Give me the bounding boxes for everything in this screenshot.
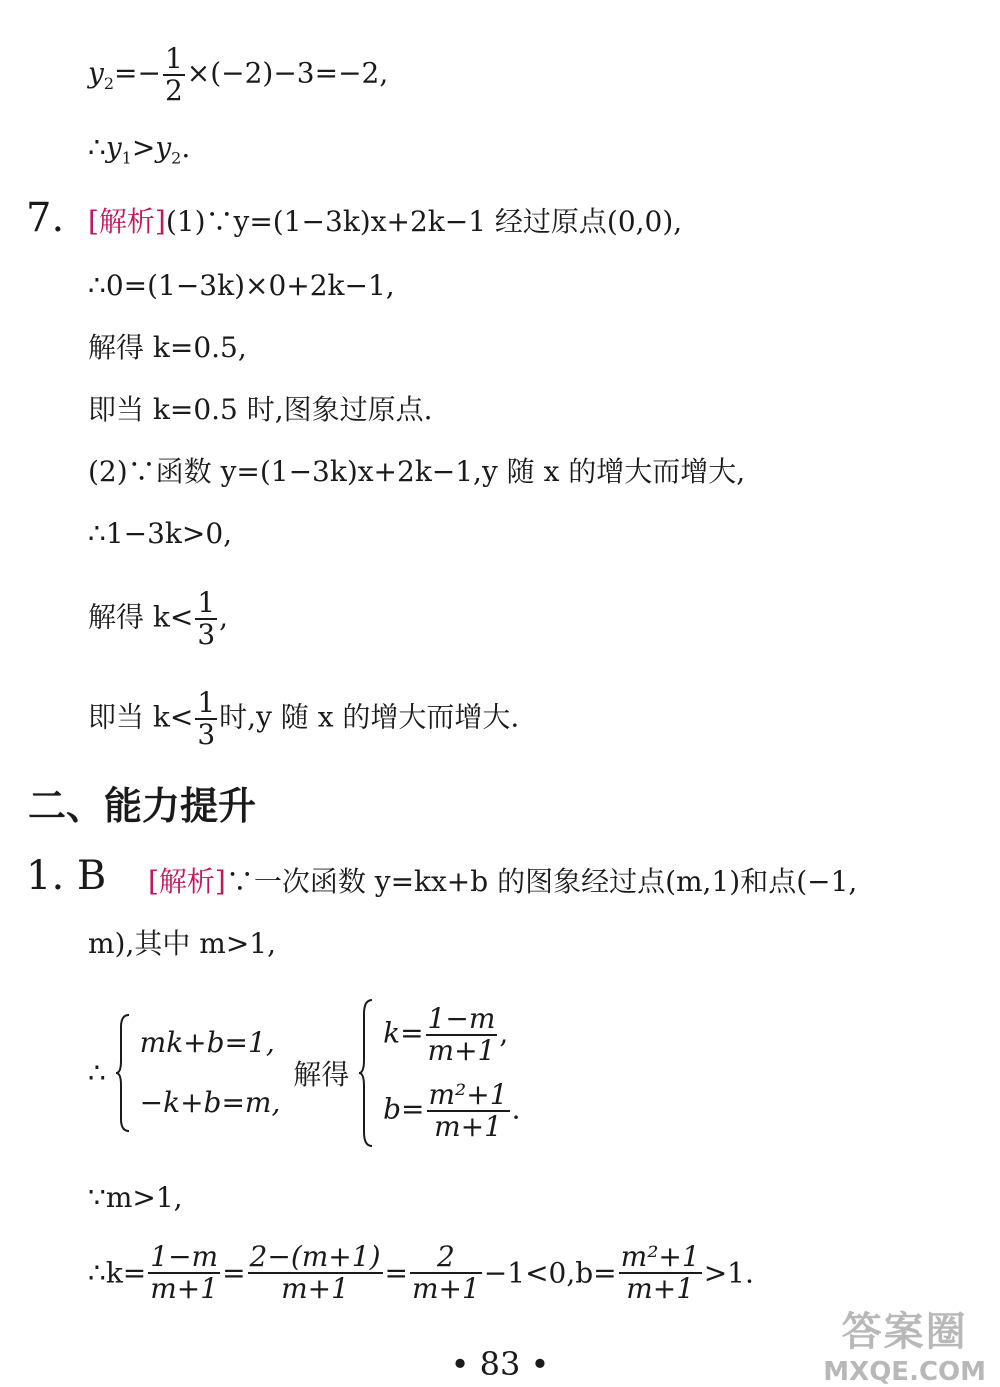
question-7-number: 7. — [26, 195, 65, 241]
page-number: • 83 • — [450, 1345, 550, 1383]
b-fraction: $\frac{\text{m²+1}}{m+1}$ — [428, 1078, 508, 1143]
analysis-tag: [解析] — [88, 205, 166, 238]
q7-line-4: 即当 k=0.5 时,图象过原点. — [88, 393, 433, 426]
q1-line-4: ∵m>1, — [88, 1181, 183, 1214]
fraction-one-third: $\frac{1}{3}$ — [197, 686, 216, 751]
q7-line-5: (2)∵函数 y=(1−3k)x+2k−1,y 随 x 的增大而增大, — [88, 455, 746, 488]
fraction-half: $\frac{1}{2}$ — [164, 42, 183, 107]
q7-line-6: ∴1−3k>0, — [88, 517, 233, 550]
conclusion-y1-gt-y2: $\therefore y_1>y_2$. — [88, 131, 191, 168]
q1-line-2: m),其中 m>1, — [88, 927, 277, 960]
fraction-4: $\frac{\text{m²+1}}{m+1}$ — [620, 1240, 700, 1305]
solution-pair: k= $\frac{1-m}{m+1}$ , b= $\frac{\text{m²+1}}{m+1}$ . — [383, 1002, 521, 1143]
equation-system: ∴ mk+b=1, −k+b=m, 解得 k= $\frac{1-m}{m+1}$ , b= $\frac{\text{m²+1}}{m+1}$ . — [88, 998, 520, 1148]
fraction-2: $\frac{2-(m+1)}{m+1}$ — [249, 1240, 381, 1305]
k-fraction: $\frac{1-m}{m+1}$ — [427, 1002, 496, 1067]
watermark-site: MXQE.COM — [823, 1357, 986, 1387]
watermark-logo: 答案圈 — [841, 1309, 968, 1355]
fraction-1: $\frac{1-m}{m+1}$ — [150, 1240, 219, 1305]
question-1-number: 1. B — [26, 853, 107, 899]
q7-line-1: [解析](1)∵y=(1−3k)x+2k−1 经过原点(0,0), — [88, 205, 683, 238]
q1-line-1: [解析]∵一次函数 y=kx+b 的图象经过点(m,1)和点(−1, — [148, 865, 858, 898]
fraction-one-third: $\frac{1}{3}$ — [197, 586, 216, 651]
q7-line-8: 即当 k< $\frac{1}{3}$ 时,y 随 x 的增大而增大. — [88, 686, 520, 751]
analysis-tag: [解析] — [148, 865, 226, 898]
q7-line-7: 解得 k< $\frac{1}{3}$ , — [88, 586, 229, 651]
left-brace-icon — [358, 998, 374, 1148]
fraction-3: $\frac{2}{m+1}$ — [411, 1240, 480, 1305]
q7-line-2: ∴0=(1−3k)×0+2k−1, — [88, 269, 395, 302]
left-brace-icon — [115, 1013, 131, 1133]
section-title: 二、能力提升 — [28, 784, 257, 828]
equation-y2: $y_2=-$ $\frac{1}{2}$ ×(−2)−3=−2, — [88, 42, 389, 107]
equation-pair: mk+b=1, −k+b=m, — [139, 1026, 281, 1119]
q1-line-5: ∴k= $\frac{1-m}{m+1}$ = $\frac{2-(m+1)}{m+1}$ = $\frac{2}{m+1}$ −1<0,b= $\frac{\text{m²+1}}{m+1}$ >1. — [88, 1240, 754, 1305]
watermark — [823, 1300, 986, 1387]
q7-line-3: 解得 k=0.5, — [88, 331, 247, 364]
answer-choice: B — [76, 853, 107, 899]
